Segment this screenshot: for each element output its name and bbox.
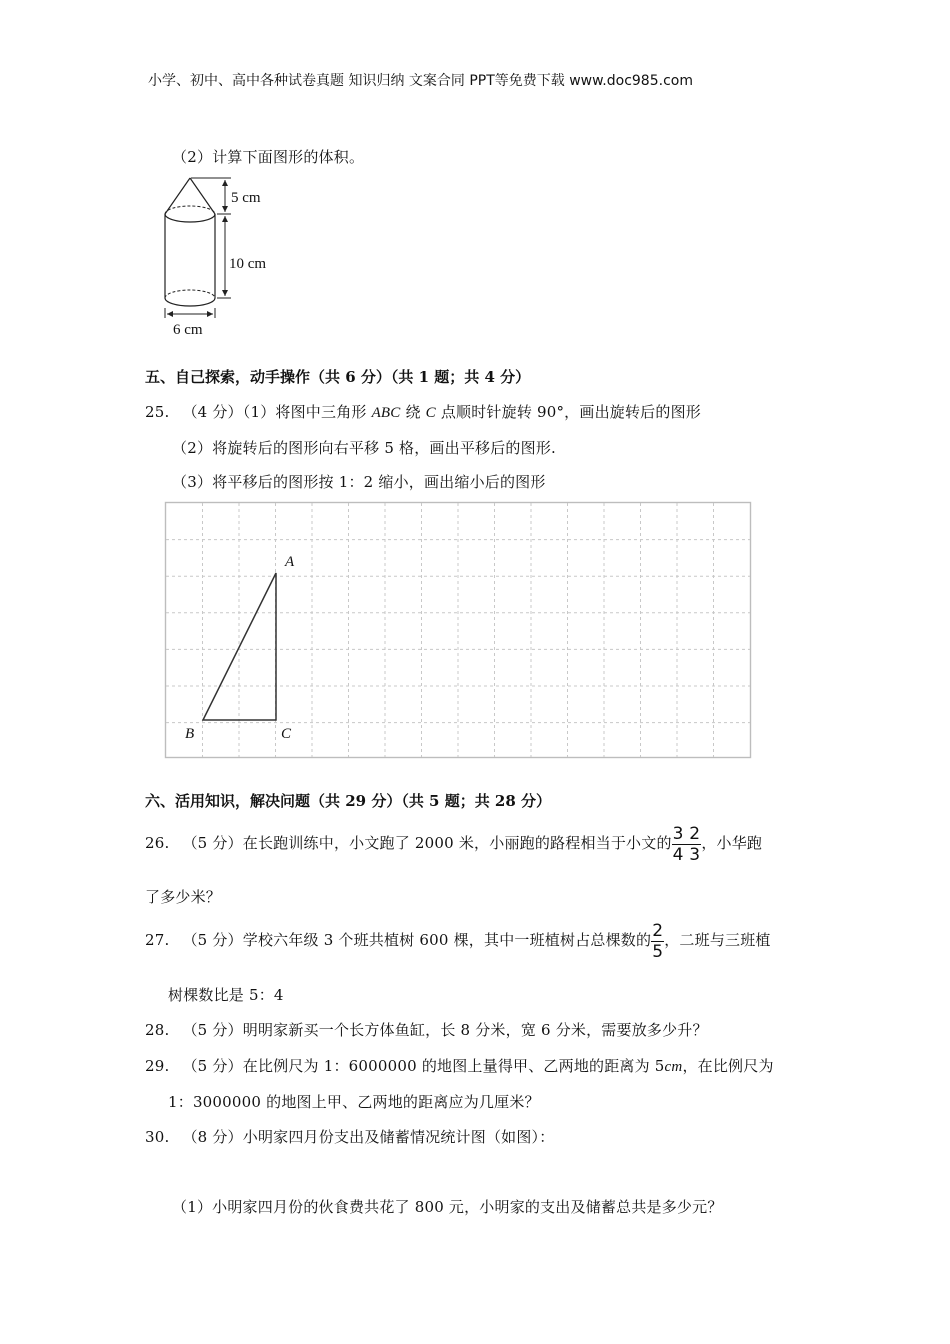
arrow-icon <box>222 180 228 186</box>
label-cone-height: 5 cm <box>231 190 261 206</box>
q25-number: 25. <box>145 403 170 421</box>
section-6-title: 六、活用知识，解决问题（共 29 分）（共 5 题；共 28 分） <box>145 792 552 810</box>
q26-text: （5 分）在长跑训练中，小文跑了 2000 米，小丽跑的路程相当于小文的 <box>182 834 672 852</box>
cone-edge-right <box>190 178 215 214</box>
q27-fraction-denominator: 5 <box>652 941 664 962</box>
arrow-icon <box>222 290 228 296</box>
q30-text: （8 分）小明家四月份支出及储蓄情况统计图（如图）： <box>182 1128 555 1146</box>
arrow-icon <box>222 216 228 222</box>
q26-line2: 了多少米？ <box>145 888 222 906</box>
q26-number: 26. <box>145 834 170 852</box>
q25-part1-text: （1）将图中三角形 <box>242 403 372 421</box>
arrow-icon <box>207 311 213 317</box>
vertex-b-label: B <box>185 726 195 742</box>
q25-part3: （3）将平移后的图形按 1：2 缩小，画出缩小后的图形 <box>172 473 546 491</box>
q27-fraction <box>651 922 664 961</box>
top-ellipse-back <box>165 206 215 214</box>
q28-line <box>145 1019 708 1040</box>
q25-line1 <box>145 401 701 422</box>
section-5-title: 五、自己探索，动手操作（共 6 分）（共 1 题；共 4 分） <box>145 368 531 386</box>
triangle-label: ABC <box>371 405 401 421</box>
arrow-icon <box>167 311 173 317</box>
q27-fraction-numerator: 2 <box>652 920 664 941</box>
q26-fraction-denominator: 4 3 <box>672 844 701 865</box>
q29-line1 <box>145 1055 774 1076</box>
q27-text-end: ，二班与三班植 <box>664 931 771 949</box>
q30-line <box>145 1126 554 1147</box>
q26-fraction <box>672 825 702 864</box>
cone-cylinder-figure <box>155 172 290 340</box>
q29-text: （5 分）在比例尺为 1：6000000 的地图上量得甲、乙两地的距离为 5 <box>182 1057 665 1075</box>
bottom-ellipse-front <box>165 298 215 306</box>
point-label: C <box>425 405 436 421</box>
q29-number: 29. <box>145 1057 170 1075</box>
q-prev-part2: （2）计算下面图形的体积。 <box>172 148 365 166</box>
q29-unit: cm <box>664 1059 683 1075</box>
q25-part2: （2）将旋转后的图形向右平移 5 格，画出平移后的图形. <box>172 439 556 457</box>
label-cylinder-height: 10 cm <box>229 256 267 272</box>
q25-part1-text: 点顺时针旋转 90°，画出旋转后的图形 <box>435 403 701 421</box>
q27-number: 27. <box>145 931 170 949</box>
top-ellipse-front <box>165 214 215 222</box>
q27-text: （5 分）学校六年级 3 个班共植树 600 棵，其中一班植树占总棵数的 <box>182 931 652 949</box>
q28-number: 28. <box>145 1021 170 1039</box>
arrow-icon <box>222 206 228 212</box>
q25-score: （4 分） <box>182 403 243 421</box>
q26-line1 <box>145 824 762 864</box>
q30-part1: （1）小明家四月份的伙食费共花了 800 元，小明家的支出及储蓄总共是多少元？ <box>172 1198 723 1216</box>
q27-line1 <box>145 921 771 961</box>
q28-text: （5 分）明明家新买一个长方体鱼缸，长 8 分米，宽 6 分米，需要放多少升？ <box>182 1021 708 1039</box>
q29-text-end: ，在比例尺为 <box>682 1057 774 1075</box>
q26-fraction-numerator: 3 2 <box>672 823 701 844</box>
q29-line2: 1：3000000 的地图上甲、乙两地的距离应为几厘米？ <box>168 1093 540 1111</box>
grid-figure <box>163 500 753 760</box>
vertex-a-label: A <box>285 554 295 570</box>
cone-edge-left <box>165 178 190 214</box>
bottom-ellipse-back <box>165 290 215 298</box>
vertex-c-label: C <box>281 726 292 742</box>
label-diameter: 6 cm <box>173 322 203 338</box>
q27-line2: 树棵数比是 5：4 <box>168 986 284 1004</box>
q25-part1-text: 绕 <box>400 403 426 421</box>
q26-text-end: ，小华跑 <box>701 834 763 852</box>
q30-number: 30. <box>145 1128 170 1146</box>
page-header-banner: 小学、初中、高中各种试卷真题 知识归纳 文案合同 PPT等免费下载 www.doc985.com <box>148 73 693 89</box>
